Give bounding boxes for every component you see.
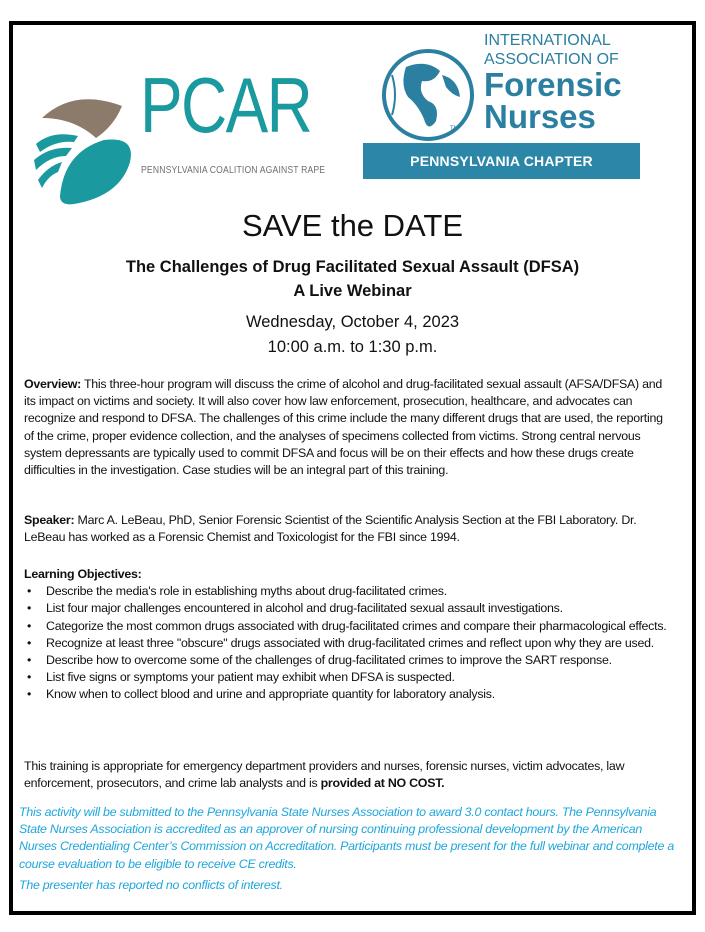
disclosure-statement: The presenter has reported no conflicts of interest. <box>19 878 283 892</box>
no-cost-text: provided at NO COST. <box>320 776 445 791</box>
globe-dna-icon <box>378 45 478 145</box>
list-item: • Know when to collect blood and urine and appropriate quantity for laboratory analysis. <box>24 686 674 703</box>
speaker-text: Marc A. LeBeau, PhD, Senior Forensic Scientist of the Scientific Analysis Section at the FBI Laboratory. Dr. LeBeau has worked as a Forensic Chemist and Toxicologist for the FBI since 1994. <box>24 513 637 545</box>
event-date: Wednesday, October 4, 2023 <box>245 313 460 331</box>
page-title: SAVE the DATE <box>241 208 464 243</box>
audience-text: This training is appropriate for emergency department providers and nurses, forensic nurses, victim advocates, law enforcement, prosecutors, and crime lab analysts and is <box>24 759 625 791</box>
overview-label: Overview: <box>24 377 81 391</box>
list-item: • Recognize at least three "obscure" drugs associated with drug-facilitated crimes and reflect upon why they are used. <box>24 635 674 652</box>
iafn-line3: Forensic <box>484 66 622 103</box>
trademark: TM <box>450 126 459 132</box>
pcar-wordmark: PCAR <box>140 61 312 149</box>
objectives-section <box>24 566 674 704</box>
speaker-section <box>24 512 674 546</box>
iafn-line2: ASSOCIATION OF <box>484 51 619 68</box>
objectives-list <box>24 583 674 703</box>
overview-text: This three-hour program will discuss the crime of alcohol and drug-facilitated sexual assault (AFSA/DFSA) and its impact on victims and society. It will also cover how law enforcement, prosecution, healthcare, and advocates can recognize and respond to DFSA. The challenges of this crime include the many different drugs that are used, the reporting of the crime, proper evidence collection, and the analyses of specimens collected from victims. Strong central nervous system depressants are typically used to commit DFSA and focus will be on their effects and how these drugs create difficulties in the investigation. Case studies will be an integral part of this training. <box>24 377 663 478</box>
list-item: • List four major challenges encountered in alcohol and drug-facilitated sexual assault investigations. <box>24 600 674 617</box>
iafn-line4: Nurses <box>484 98 596 135</box>
list-item: • List five signs or symptoms your patient may exhibit when DFSA is suspected. <box>24 669 674 686</box>
list-item: • Describe the media's role in establishing myths about drug-facilitated crimes. <box>24 583 674 600</box>
event-time: 10:00 a.m. to 1:30 p.m. <box>267 338 438 356</box>
audience-section <box>24 758 674 792</box>
accreditation-statement: This activity will be submitted to the Pennsylvania State Nurses Association to award 3.0 contact hours. The Pennsylvania State Nurses Association is accredited as an approver of nursing continuing professional development by the American Nurses Credentialing Center’s Commission on Accreditation. Participants must be present for the full webinar and complete a course evaluation to be eligible to receive CE credits. <box>19 805 674 871</box>
logo-header <box>0 0 705 190</box>
pcar-tagline: PENNSYLVANIA COALITION AGAINST RAPE <box>141 164 326 176</box>
speaker-label: Speaker: <box>24 513 75 527</box>
chapter-banner: PENNSYLVANIA CHAPTER <box>363 143 640 179</box>
list-item: • Categorize the most common drugs associated with drug-facilitated crimes and compare their pharmacological effects. <box>24 618 674 635</box>
event-title: The Challenges of Drug Facilitated Sexual Assault (DFSA) <box>125 258 580 276</box>
objectives-label: Learning Objectives: <box>24 567 142 581</box>
overview-section <box>24 376 674 479</box>
list-item: • Describe how to overcome some of the challenges of drug-facilitated crimes to improve the SART response. <box>24 652 674 669</box>
iafn-line1: INTERNATIONAL <box>484 32 611 49</box>
event-format: A Live Webinar <box>293 282 412 300</box>
